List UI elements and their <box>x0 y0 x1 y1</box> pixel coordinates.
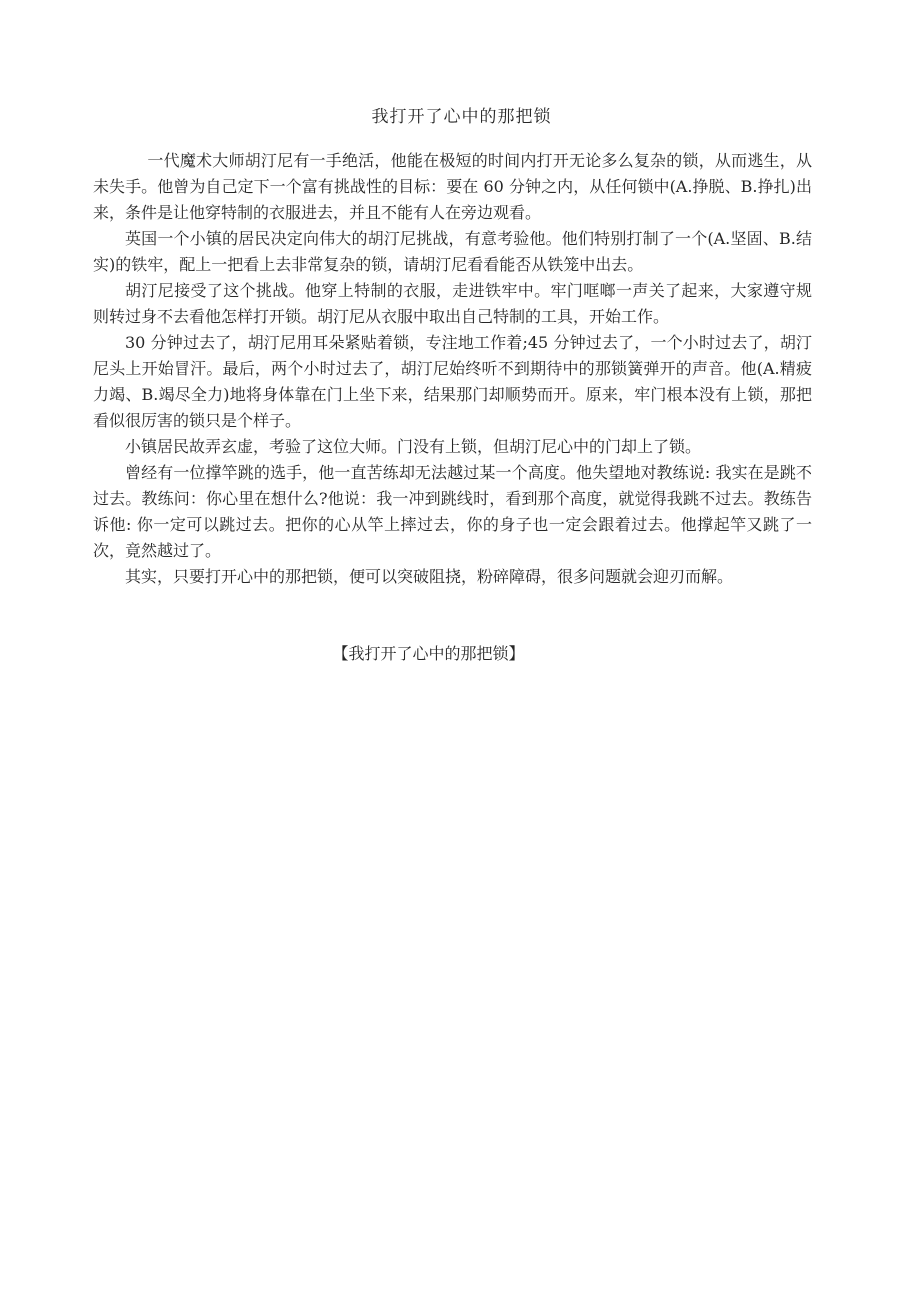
paragraph-time-passes: 30 分钟过去了，胡汀尼用耳朵紧贴着锁，专注地工作着;45 分钟过去了，一个小时过去了，胡汀尼头上开始冒汗。最后，两个小时过去了，胡汀尼始终听不到期待中的那锁簧弹开的声音。他(A.精疲力竭、B.竭尽全力)地将身体靠在门上坐下来，结果那门却顺势而开。原来，牢门根本没有上锁，那把看似很厉害的锁只是个样子。 <box>93 333 812 430</box>
paragraph-town-challenge: 英国一个小镇的居民决定向伟大的胡汀尼挑战，有意考验他。他们特别打制了一个(A.坚固、B.结实)的铁牢，配上一把看上去非常复杂的锁，请胡汀尼看看能否从铁笼中出去。 <box>93 229 812 274</box>
paragraph-door-unlocked: 小镇居民故弄玄虚，考验了这位大师。门没有上锁，但胡汀尼心中的门却上了锁。 <box>125 437 702 456</box>
paragraph-pole-vaulter: 曾经有一位撑竿跳的选手，他一直苦练却无法越过某一个高度。他失望地对教练说: 我实在是跳不过去。教练问：你心里在想什么?他说：我一冲到跳线时，看到那个高度，就觉得我跳不过去。教练告诉他: 你一定可以跳过去。把你的心从竿上摔过去，你的身子也一定会跟着过去。他撑起竿又跳了一次，竟然越过了。 <box>93 463 812 560</box>
paragraph-conclusion: 其实，只要打开心中的那把锁，便可以突破阻挠，粉碎障碍，很多问题就会迎刃而解。 <box>125 567 734 586</box>
document-title: 我打开了心中的那把锁 <box>371 107 552 127</box>
paragraph-houdini-intro: 一代魔术大师胡汀尼有一手绝活，他能在极短的时间内打开无论多么复杂的锁，从而逃生，从未失手。他曾为自己定下一个富有挑战性的目标：要在 60 分钟之内，从任何锁中(A.挣脱、B.挣扎)出来，条件是让他穿特制的衣服进去，并且不能有人在旁边观看。 <box>93 151 812 222</box>
paragraph-accepts-challenge: 胡汀尼接受了这个挑战。他穿上特制的衣服，走进铁牢中。牢门哐啷一声关了起来，大家遵守规则转过身不去看他怎样打开锁。胡汀尼从衣服中取出自己特制的工具，开始工作。 <box>93 281 812 326</box>
document-footer: 【我打开了心中的那把锁】 <box>332 644 525 663</box>
